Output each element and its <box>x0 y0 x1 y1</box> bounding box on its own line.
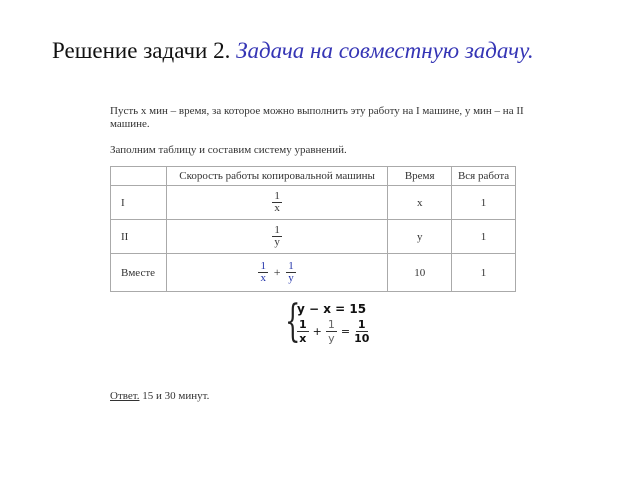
fraction <box>326 318 337 345</box>
intro-paragraph: Пусть х мин – время, за которое можно выполнить эту работу на I машине, у мин – на II машине. <box>110 105 524 130</box>
fraction <box>297 318 309 345</box>
answer-line <box>110 390 209 402</box>
equation-1: y − x = 15 <box>297 302 367 316</box>
fraction <box>258 261 268 284</box>
table-intro-paragraph: Заполним таблицу и составим систему уравнений. <box>110 144 347 156</box>
fraction-denominator: y <box>288 272 294 284</box>
work-cell: 1 <box>452 254 516 292</box>
plus-sign: + <box>273 265 281 279</box>
time-cell: 10 <box>388 254 452 292</box>
equation-2 <box>297 318 369 345</box>
speed-cell <box>166 220 387 254</box>
header-cell <box>111 167 167 186</box>
system-brace: { <box>285 296 301 347</box>
fraction-numerator: 1 <box>327 318 335 331</box>
fraction-numerator: 1 <box>274 190 280 202</box>
fraction-denominator: y <box>328 332 335 345</box>
speed-cell <box>166 186 387 220</box>
fraction <box>272 191 282 214</box>
answer-text: 15 и 30 минут. <box>139 390 210 402</box>
time-cell: x <box>388 186 452 220</box>
fraction <box>354 318 369 345</box>
work-cell: 1 <box>452 220 516 254</box>
fraction-numerator: 1 <box>274 224 280 236</box>
fraction-numerator: 1 <box>357 318 366 331</box>
fraction-numerator: 1 <box>288 260 294 272</box>
fraction-numerator: 1 <box>260 260 266 272</box>
row-label: II <box>111 220 167 254</box>
table-row <box>111 254 516 292</box>
row-label: Вместе <box>111 254 167 292</box>
fraction <box>272 225 282 248</box>
work-cell: 1 <box>452 186 516 220</box>
time-cell: y <box>388 220 452 254</box>
data-table <box>110 166 516 292</box>
header-cell: Время <box>388 167 452 186</box>
header-cell: Вся работа <box>452 167 516 186</box>
fraction-denominator: y <box>274 236 280 248</box>
fraction-denominator: x <box>260 272 266 284</box>
title-prefix: Решение задачи 2. <box>52 38 231 63</box>
answer-label: Ответ. <box>110 390 140 402</box>
plus-sign: + <box>312 325 322 338</box>
table-header-row <box>111 167 516 186</box>
fraction-numerator: 1 <box>299 318 307 331</box>
title-italic: Задача на совместную задачу. <box>236 38 534 63</box>
table-row <box>111 186 516 220</box>
row-label: I <box>111 186 167 220</box>
fraction-denominator: x <box>299 332 307 345</box>
fraction-denominator: 10 <box>354 332 370 345</box>
speed-cell <box>166 254 387 292</box>
table-row <box>111 220 516 254</box>
fraction-denominator: x <box>274 202 280 214</box>
header-cell: Скорость работы копировальной машины <box>166 167 387 186</box>
fraction <box>286 261 296 284</box>
equals-sign: = <box>340 325 351 338</box>
